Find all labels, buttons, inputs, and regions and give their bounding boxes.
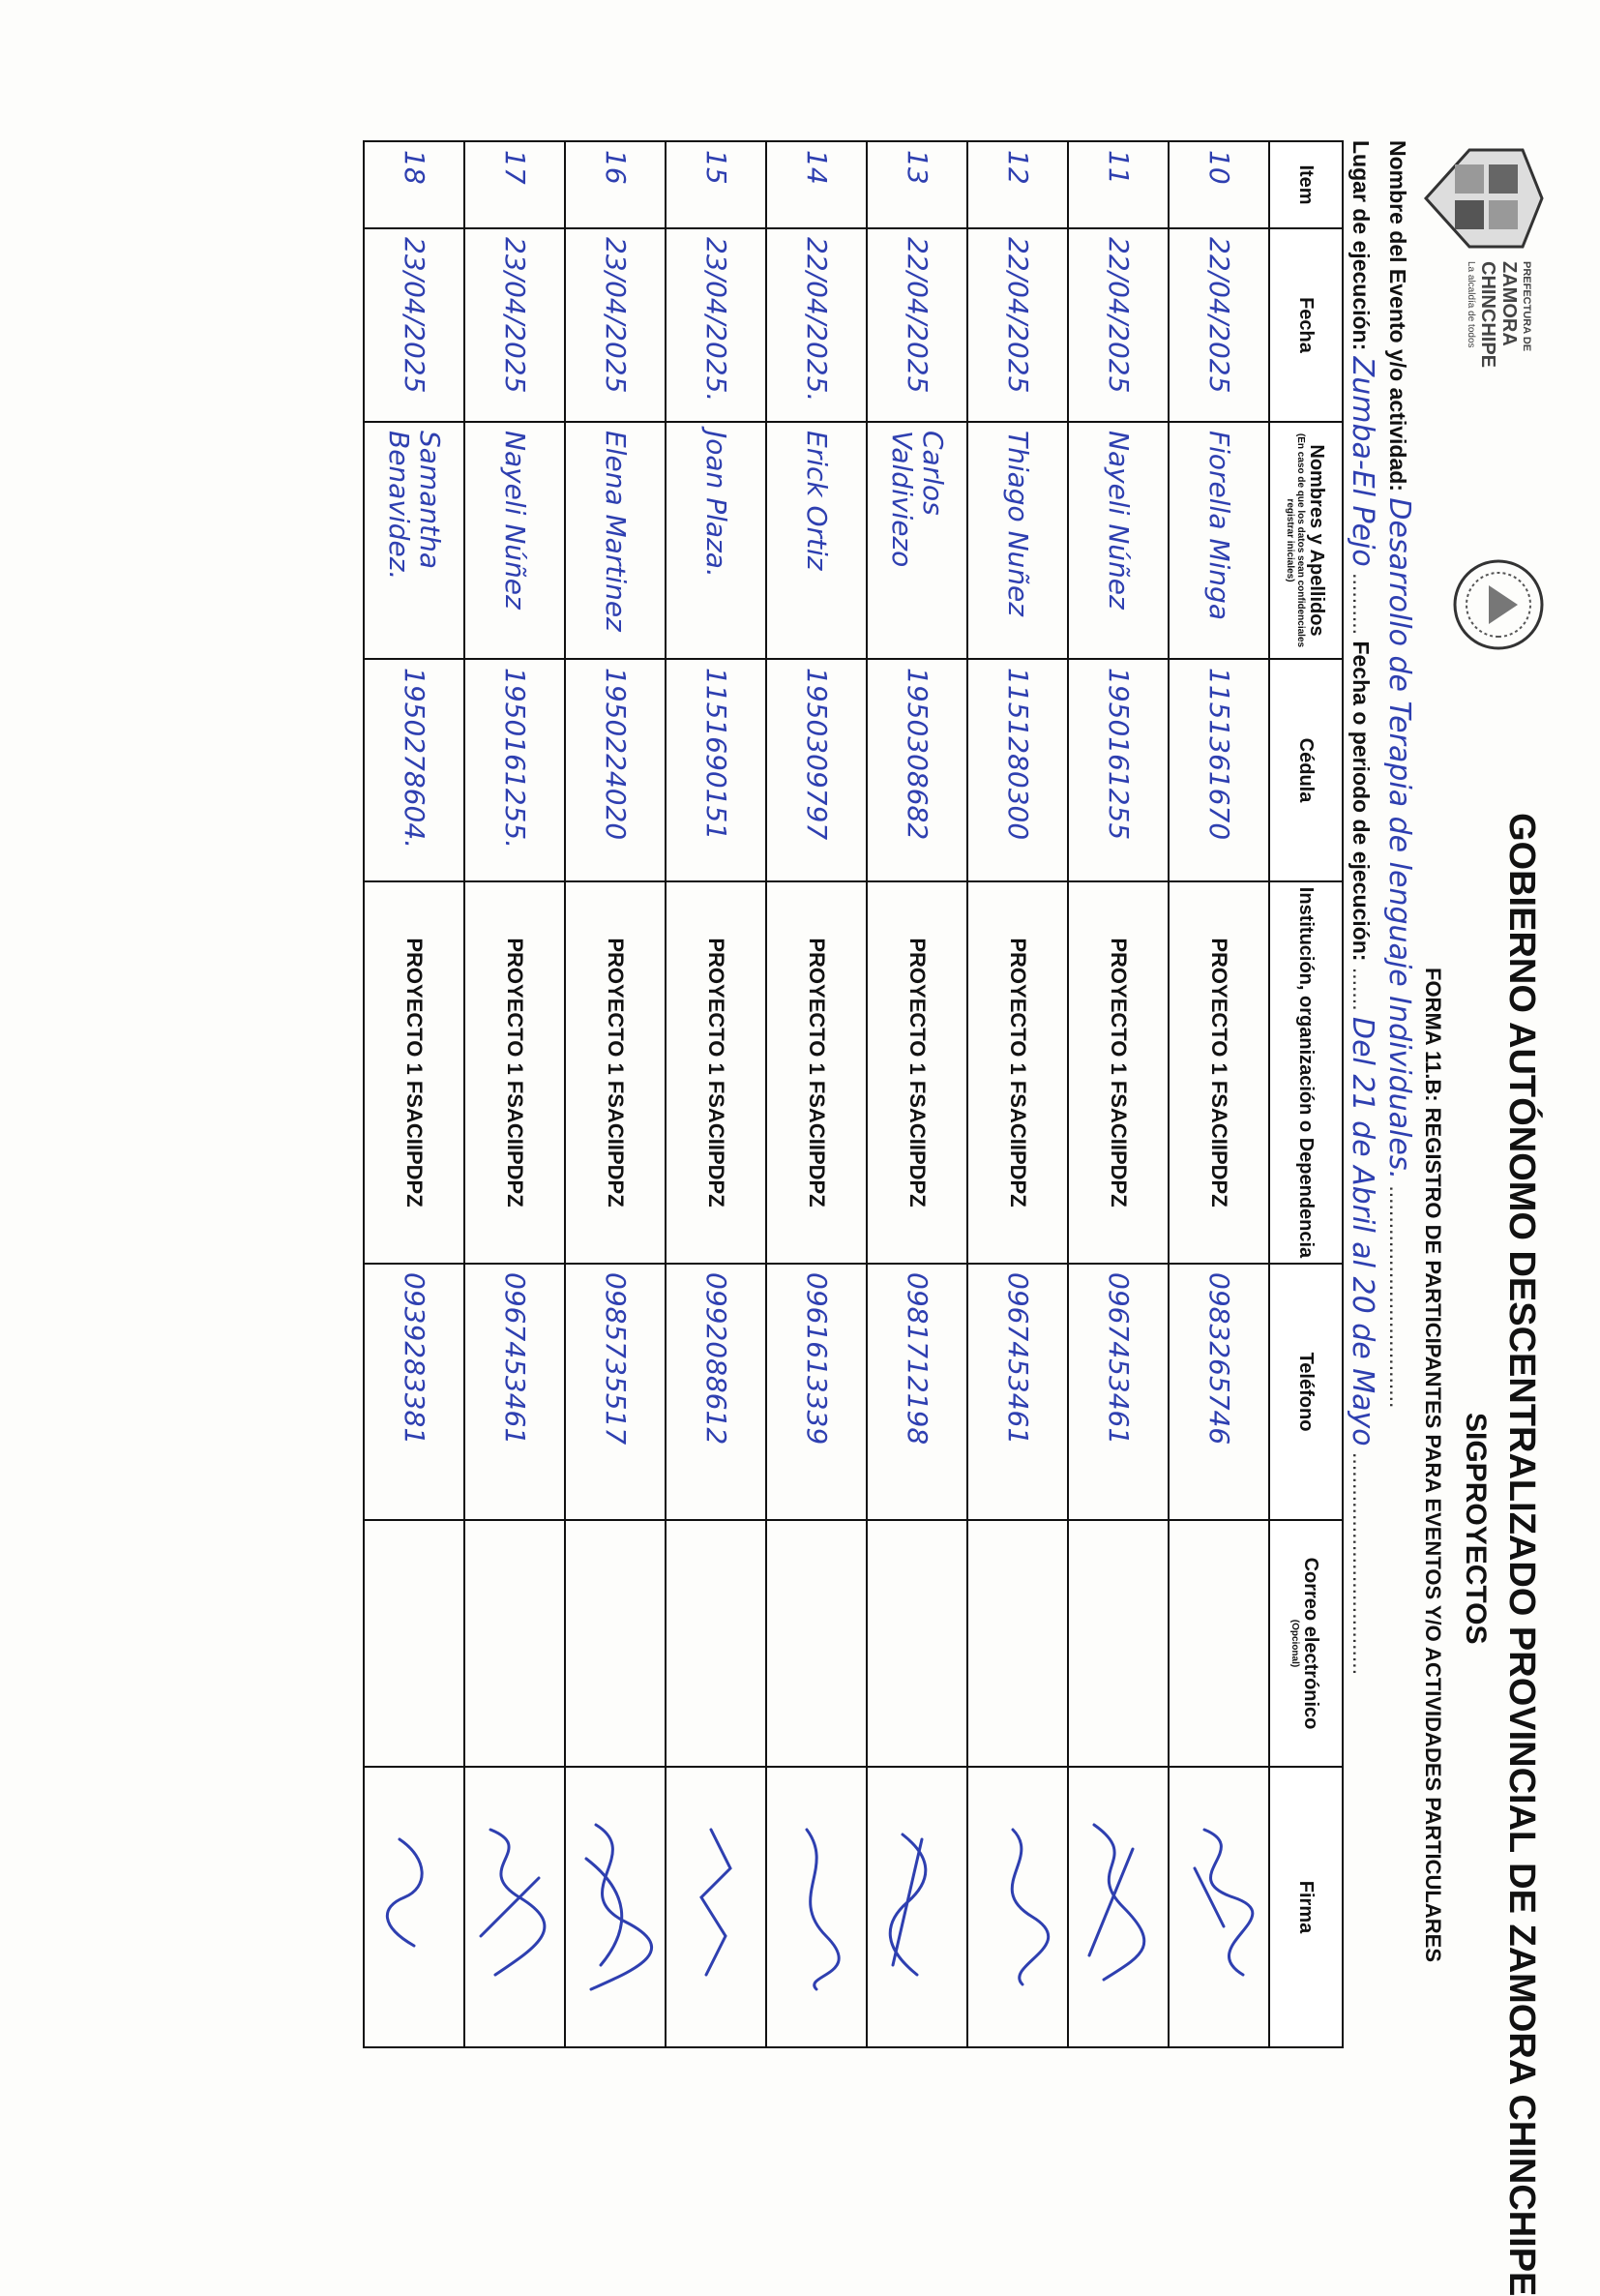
dotted-line: .......... [1348,573,1374,636]
signature-mark [672,1810,759,2004]
signature-cell [464,1767,565,2047]
item-cell: 18 [364,141,464,228]
email-cell [967,1520,1068,1767]
name-cell: Joan Plaza. [666,422,766,659]
dotted-line: .................................... [1348,1452,1374,1676]
date-cell: 22/04/2025. [766,228,867,422]
date-cell: 23/04/2025 [565,228,666,422]
logo-line-1: PREFECTURA DE [1521,261,1532,352]
id-number-cell: 1950161255 [1068,659,1169,881]
event-name-line [1382,140,1416,1408]
date-cell: 22/04/2025 [1068,228,1169,422]
table-row [867,141,967,2047]
page-title: GOBIERNO AUTÓNOMO DESCENTRALIZADO PROVINCIAL DE ZAMORA CHINCHIPE [1501,813,1542,2296]
table-row [766,141,867,2047]
logo-text [1465,261,1532,368]
name-cell: Elena Martinez [565,422,666,659]
table-row [464,141,565,2047]
email-cell [364,1520,464,1767]
id-number-cell: 1950278604. [364,659,464,881]
name-cell: Nayeli Núñez [464,422,565,659]
id-number-cell: 1950308682 [867,659,967,881]
signature-mark [1075,1810,1162,2004]
institution-cell: PROYECTO 1 FSACIIPDPZ [666,881,766,1264]
id-number-cell: 1950224020 [565,659,666,881]
event-name-label: Nombre del Evento y/o actividad: [1385,140,1410,492]
signature-cell [766,1767,867,2047]
system-name: SIGPROYECTOS [1460,1413,1492,1645]
phone-cell: 0967453461 [1068,1264,1169,1520]
event-name-value: Desarrollo de Terapia de lenguaje Individuales. [1382,497,1416,1179]
col-header-correo [1269,1520,1343,1767]
logo-tagline: La alcaldía de todos [1466,261,1476,348]
id-number-cell: 1151361670 [1169,659,1269,881]
nombres-header-label: Nombres y Apellidos [1306,444,1327,637]
phone-cell: 0985735517 [565,1264,666,1520]
phone-cell: 0967453461 [967,1264,1068,1520]
signature-mark [572,1810,659,2004]
table-body [364,141,1269,2047]
id-number-cell: 1950309797 [766,659,867,881]
correo-header-note: (Opcional) [1289,1619,1301,1668]
col-header-institucion: Institución, organización o Dependencia [1269,881,1343,1264]
id-number-cell: 1151690151 [666,659,766,881]
name-cell: Samantha Benavidez. [364,422,464,659]
id-number-cell: 1950161255. [464,659,565,881]
email-cell [666,1520,766,1767]
table-header-row [1269,141,1343,2047]
item-cell: 16 [565,141,666,228]
signature-cell [565,1767,666,2047]
phone-cell: 0981712198 [867,1264,967,1520]
email-cell [565,1520,666,1767]
prefecture-logo-icon [1421,140,1547,256]
date-cell: 22/04/2025 [867,228,967,422]
phone-cell: 0992088612 [666,1264,766,1520]
event-period-label: Fecha o periodo de ejecución: [1348,641,1374,962]
signature-mark [1175,1810,1262,2004]
col-header-cedula: Cédula [1269,659,1343,881]
signature-cell [867,1767,967,2047]
signature-cell [1169,1767,1269,2047]
phone-cell: 0967453461 [464,1264,565,1520]
phone-cell: 0939283381 [364,1264,464,1520]
signature-mark [773,1810,860,2004]
dotted-line: ....... [1348,967,1374,1011]
id-number-cell: 1151280300 [967,659,1068,881]
logo-line-2: ZAMORA [1498,261,1520,346]
email-cell [1068,1520,1169,1767]
participants-table [363,140,1344,2048]
email-cell [464,1520,565,1767]
item-cell: 14 [766,141,867,228]
phone-cell: 0983265746 [1169,1264,1269,1520]
item-cell: 13 [867,141,967,228]
signature-mark [370,1810,458,2004]
date-cell: 23/04/2025. [666,228,766,422]
correo-header-label: Correo electrónico [1300,1557,1322,1730]
event-period-value: Del 21 de Abril al 20 de Mayo [1346,1016,1379,1446]
table-row [565,141,666,2047]
item-cell: 11 [1068,141,1169,228]
logo-line-3: CHINCHIPE [1477,261,1498,369]
col-header-nombres [1269,422,1343,659]
col-header-fecha: Fecha [1269,228,1343,422]
item-cell: 10 [1169,141,1269,228]
event-place-line [1346,140,1379,1675]
signature-mark [974,1810,1061,2004]
email-cell [1169,1520,1269,1767]
name-cell: Erick Ortiz [766,422,867,659]
institution-cell: PROYECTO 1 FSACIIPDPZ [766,881,867,1264]
email-cell [766,1520,867,1767]
item-cell: 12 [967,141,1068,228]
signature-cell [1068,1767,1169,2047]
signature-cell [967,1767,1068,2047]
date-cell: 23/04/2025 [364,228,464,422]
signature-cell [666,1767,766,2047]
phone-cell: 0961613339 [766,1264,867,1520]
government-seal-icon [1445,542,1552,668]
institution-cell: PROYECTO 1 FSACIIPDPZ [867,881,967,1264]
date-cell: 22/04/2025 [967,228,1068,422]
event-place-label: Lugar de ejecución: [1348,140,1374,351]
date-cell: 22/04/2025 [1169,228,1269,422]
item-cell: 17 [464,141,565,228]
institution-cell: PROYECTO 1 FSACIIPDPZ [967,881,1068,1264]
name-cell: Carlos Valdiviezo [867,422,967,659]
email-cell [867,1520,967,1767]
dotted-line: .................................... [1385,1185,1410,1409]
signature-mark [471,1810,558,2004]
table-row [666,141,766,2047]
item-cell: 15 [666,141,766,228]
table-row [1068,141,1169,2047]
institution-cell: PROYECTO 1 FSACIIPDPZ [364,881,464,1264]
col-header-firma: Firma [1269,1767,1343,2047]
event-place-value: Zumba-El Pejo [1346,356,1379,567]
col-header-item: Item [1269,141,1343,228]
nombres-header-note: (En caso de que los datos sean confidenciales registrar iniciales) [1285,432,1306,648]
col-header-telefono: Teléfono [1269,1264,1343,1520]
form-title: FORMA 11.B: REGISTRO DE PARTICIPANTES PARA EVENTOS Y/O ACTIVIDADES PARTICULARES [1421,968,1445,1962]
date-cell: 23/04/2025 [464,228,565,422]
name-cell: Fiorella Minga [1169,422,1269,659]
table-row [364,141,464,2047]
institution-cell: PROYECTO 1 FSACIIPDPZ [1068,881,1169,1264]
institution-cell: PROYECTO 1 FSACIIPDPZ [1169,881,1269,1264]
signature-mark [874,1810,961,2004]
signature-cell [364,1767,464,2047]
institution-cell: PROYECTO 1 FSACIIPDPZ [464,881,565,1264]
table-row [967,141,1068,2047]
name-cell: Thiago Nuñez [967,422,1068,659]
institution-cell: PROYECTO 1 FSACIIPDPZ [565,881,666,1264]
name-cell: Nayeli Núñez [1068,422,1169,659]
table-row [1169,141,1269,2047]
